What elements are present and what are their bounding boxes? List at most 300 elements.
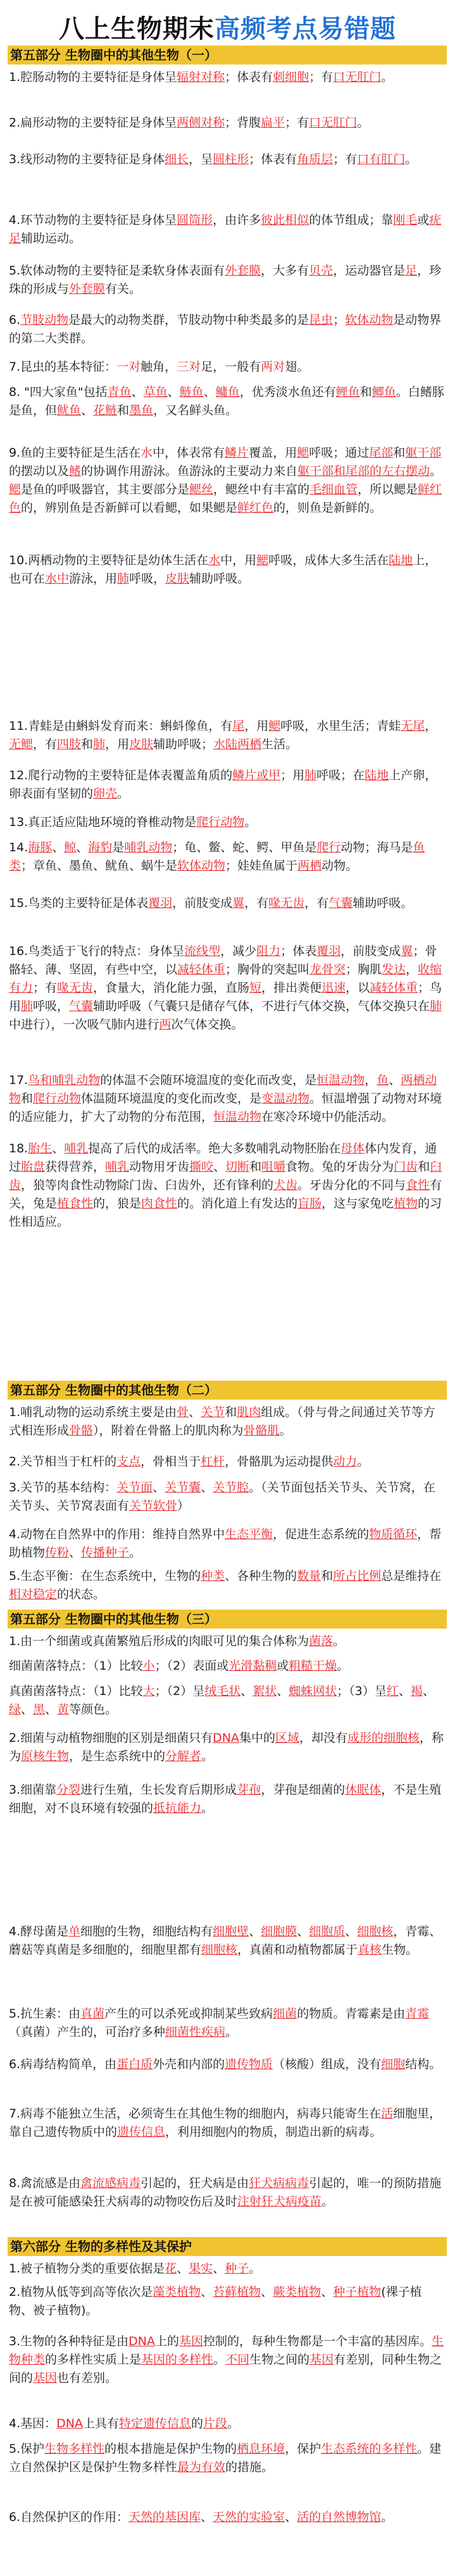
item-text: 和 (359, 385, 372, 399)
item-text: 14. (9, 841, 28, 854)
item-text: 辅助呼吸。 (352, 896, 413, 910)
highlight-term: 关节腔 (213, 1481, 249, 1494)
highlight-term: 青鱼 (107, 385, 132, 399)
highlight-term: 基因 (33, 2371, 58, 2385)
highlight-term: 疣足 (9, 213, 442, 245)
item-text: 、 (249, 1925, 261, 1938)
highlight-term: 阻力 (256, 944, 281, 958)
highlight-term: 鱿鱼 (57, 404, 82, 417)
highlight-term: 发达 (382, 963, 406, 977)
list-item (9, 151, 446, 169)
highlight-term: 喙无齿 (57, 981, 94, 995)
highlight-term: 贝壳 (309, 264, 333, 278)
item-text: ， (365, 1073, 377, 1087)
list-item (9, 813, 446, 832)
item-text: 、 (52, 1142, 65, 1156)
highlight-term: 休眠体 (345, 1783, 382, 1797)
item-text: 集中的 (239, 1731, 275, 1745)
item-text: 。 (381, 70, 394, 84)
item-text: 2.细菌与动植物细胞的区别是细菌只有 (9, 1731, 213, 1745)
highlight-term: 皮肤 (129, 737, 154, 751)
highlight-term: 海豹 (88, 841, 113, 854)
highlight-term: 所占比例 (333, 1569, 382, 1583)
item-text: 4.环节动物的主要特征是身体呈 (9, 213, 177, 227)
item-text: 、 (52, 841, 65, 854)
highlight-term: 门齿 (394, 1160, 418, 1174)
highlight-term: 抵抗能力 (153, 1801, 202, 1815)
highlight-term: 生物多样性 (44, 2442, 105, 2456)
highlight-term: 哺乳 (64, 1142, 89, 1156)
highlight-term: 翼 (232, 896, 245, 910)
item-text: 。 (337, 1659, 349, 1673)
list-item (9, 311, 446, 348)
item-text: 5.软体动物的主要特征是柔软身体表面有 (9, 264, 225, 278)
item-text: 。 (405, 152, 418, 166)
highlight-term: 分裂 (56, 1783, 81, 1797)
item-text: 12.爬行动物的主要特征是体表覆盖角质的 (9, 768, 233, 782)
item-text: 辅助运动。 (21, 231, 82, 245)
highlight-term: 生态系统的多样性 (321, 2442, 418, 2456)
item-text: 获得营养， (45, 1160, 106, 1174)
list-item (9, 68, 446, 87)
highlight-term: 流线型 (184, 944, 221, 958)
item-text: 呼吸， (129, 572, 166, 586)
item-text: 、 (297, 1925, 309, 1938)
list-item (9, 1923, 446, 1959)
highlight-term: DNA (128, 2334, 155, 2348)
item-text: 、 (321, 2285, 333, 2299)
item-text: 产生的可以杀死或抑制某些致病 (104, 2007, 273, 2021)
item-text: 呼吸， (33, 999, 70, 1013)
item-text: 或 (417, 213, 430, 227)
item-text: ，用 (105, 737, 130, 751)
highlight-term: 禽流感病毒 (80, 2176, 141, 2190)
highlight-term: 数量 (297, 1569, 321, 1583)
item-text: 有关，兔是 (9, 1178, 442, 1211)
item-text: 在寒冷环境中仍能活动。 (261, 1110, 394, 1124)
item-text: ），附着在骨骼上的肌肉称为 (93, 1424, 244, 1438)
item-text: 是 (112, 841, 125, 854)
item-text: 。 (430, 464, 442, 478)
item-text: 3.细菌靠 (9, 1783, 57, 1797)
highlight-term: 皮肤 (165, 572, 190, 586)
highlight-term: 恒温动物 (316, 1073, 365, 1087)
item-text: ，真菌和动植物都属于 (237, 1943, 358, 1957)
item-text: 1.由一个细菌或真菌繁殖后形成的肉眼可见的集合体称为 (9, 1634, 309, 1648)
item-text: ，运动器官是 (333, 264, 406, 278)
highlight-term: 关节面 (116, 1481, 153, 1494)
list-item (9, 1403, 446, 1440)
item-text: ；体表有 (225, 70, 273, 84)
highlight-term: 最为有效 (177, 2460, 226, 2474)
highlight-term: 骨骼 (69, 1424, 94, 1438)
item-text: (裸子植物、被子植物)。 (9, 2285, 422, 2317)
item-text: 的。消化道上有发达的 (177, 1197, 298, 1211)
item-text: 呼吸；在 (316, 768, 365, 782)
highlight-term: 盲肠 (297, 1197, 322, 1211)
item-text: ；娃娃鱼属于 (225, 859, 298, 873)
highlight-term: 鳃 (9, 483, 22, 496)
highlight-term: 软体动物 (345, 313, 394, 327)
highlight-term: 遗传信息 (117, 2125, 166, 2139)
item-text: 。白鳍豚是鱼，但 (9, 385, 444, 417)
item-text: ；章鱼、墨鱼、鱿鱼、蜗牛是 (21, 859, 178, 873)
item-text: ） (177, 1499, 190, 1513)
item-text: 7.病毒不能独立生活，必须寄生在其他生物的细胞内，病毒只能寄生在 (9, 2107, 382, 2121)
item-text: ；有 (285, 116, 309, 130)
item-text: 。 (213, 2353, 226, 2367)
highlight-term: 无尾 (401, 719, 425, 733)
item-text: 的习性相适应。 (9, 1197, 442, 1229)
highlight-term: 外套膜 (225, 264, 261, 278)
highlight-term: 芽孢 (237, 1783, 261, 1797)
item-text: 细胞的生物，细胞结构有 (80, 1925, 213, 1938)
list-item (9, 1781, 446, 1818)
highlight-term: 减轻体重 (177, 963, 226, 977)
list-item (9, 894, 446, 913)
list-item (9, 1479, 446, 1515)
item-text: ；背腹 (225, 116, 261, 130)
highlight-term: 鳃 (297, 446, 309, 460)
item-text: 的协调作用游泳。鱼游泳的主要动力来自 (81, 464, 298, 478)
highlight-term: 鲤鱼 (335, 385, 360, 399)
highlight-term: 爬行动物 (196, 815, 245, 829)
item-text: 、 (81, 404, 94, 417)
item-text: ；（3）呈 (337, 1684, 387, 1698)
item-text: 和 (117, 404, 130, 417)
item-text: 和 (393, 446, 406, 460)
item-text: （核酸）组成，没有 (273, 2057, 382, 2071)
item-text: 外壳和内部的 (153, 2057, 225, 2071)
item-text: 控制的，每种生物都是一个丰富的基因库。 (203, 2334, 432, 2348)
item-text: 翅。 (285, 360, 309, 374)
item-text: 细胞里，靠自己遗传物质中的 (9, 2107, 442, 2139)
item-text: 。牙齿分化的不同与 (297, 1178, 406, 1192)
title-part-1: 八上生物期末 (59, 15, 215, 44)
highlight-term: 口无肛门 (309, 116, 358, 130)
item-text: 5.保护 (9, 2442, 45, 2456)
highlight-term: 关节软骨 (129, 1499, 178, 1513)
item-text: ；胸肌 (346, 963, 382, 977)
highlight-term: 足 (405, 264, 418, 278)
item-text: 。 (244, 815, 257, 829)
highlight-term: 气囊 (69, 999, 94, 1013)
list-item (9, 383, 446, 420)
item-text: 、 (201, 2285, 213, 2299)
item-text: 的多样性实质上是 (45, 2353, 142, 2367)
highlight-term: 臼齿 (9, 1160, 442, 1192)
list-item (9, 444, 446, 517)
item-text: 、 (189, 1405, 201, 1419)
highlight-term: 收缩有力 (9, 963, 442, 995)
highlight-term: 天然的实验室 (213, 2510, 285, 2524)
highlight-term: 肺 (430, 999, 442, 1013)
item-text: 1.被子植物分类的重要依据是 (9, 2262, 165, 2276)
item-text: 、 (76, 841, 89, 854)
item-text: 触角， (140, 360, 177, 374)
highlight-term: 草鱼 (143, 385, 168, 399)
item-text: 、各种生物的 (225, 1569, 297, 1583)
item-text: 的，辨别鱼是否新鲜可以看鳃，如果鳃是 (21, 501, 238, 515)
item-text: 生物之间的 (249, 2353, 310, 2367)
item-text: ，鳃丝中有丰富的 (213, 483, 310, 496)
item-text: 。（关节面包括关节头、关节窝，在关节头、关节窝表面有 (9, 1481, 435, 1513)
item-text: ，促进生态系统的 (273, 1527, 370, 1541)
highlight-term: 絮状 (252, 1684, 277, 1698)
item-text: （真菌）产生的，可治疗多种 (9, 2025, 166, 2039)
highlight-term: 天然的基因库 (128, 2510, 201, 2524)
item-text: 是鱼的呼吸器官，其主要部分是 (21, 483, 190, 496)
item-text: 7.昆虫的基本特征： (9, 360, 117, 374)
highlight-term: 生态平衡 (225, 1527, 273, 1541)
item-text: 和 (21, 1092, 34, 1106)
highlight-term: 龙骨突 (309, 963, 346, 977)
item-text: 和 (81, 737, 94, 751)
highlight-term: 绿 (9, 1703, 22, 1716)
item-text: 和 (321, 1569, 333, 1583)
highlight-term: 母体 (340, 1142, 365, 1156)
highlight-term: 墨鱼 (129, 404, 154, 417)
item-text: 、 (422, 1684, 435, 1698)
item-text: ，这与家兔吃 (321, 1197, 394, 1211)
item-text: 细菌菌落特点：（1）比较 (9, 1659, 143, 1673)
highlight-term: 青霉 (405, 2007, 430, 2021)
item-text: ，又名鲜头鱼。 (153, 404, 238, 417)
item-text: 的 (191, 2417, 204, 2431)
list-item (9, 1729, 446, 1766)
highlight-term: 短 (249, 981, 262, 995)
list-item (9, 839, 446, 875)
highlight-term: 气囊 (328, 896, 353, 910)
item-text: 、 (277, 1684, 289, 1698)
item-text: 。 (279, 1424, 292, 1438)
item-text: 动物用牙齿 (129, 1160, 190, 1174)
item-text: 体内发育，通过 (9, 1142, 437, 1174)
list-item (9, 552, 446, 588)
item-text: 上的 (154, 2334, 179, 2348)
item-text: 。建立自然保护区是保护生物多样性 (9, 2442, 442, 2474)
highlight-term: 肺 (117, 572, 130, 586)
item-text: ，利用细胞内的物质，制造出新的病毒。 (165, 2125, 382, 2139)
item-text: 。恒温增强了动物对环境的适应能力，扩大了动物的分布范围， (9, 1092, 442, 1124)
item-text: 也有差别。 (57, 2371, 118, 2385)
item-text: ，不是生殖细胞，对不良环境有较强的 (9, 1783, 442, 1815)
item-text: 2.植物从低等到高等依次是 (9, 2285, 153, 2299)
highlight-term: 水 (208, 553, 221, 567)
item-text: 1.腔肠动物的主要特征是身体呈 (9, 70, 177, 84)
highlight-term: 咀嚼 (261, 1160, 286, 1174)
item-text: 。 (321, 2195, 334, 2209)
item-text: 、 (240, 1684, 253, 1698)
highlight-term: 撕咬 (189, 1160, 214, 1174)
item-text: 生物。 (382, 1943, 418, 1957)
highlight-term: 食性 (406, 1178, 430, 1192)
item-text: 、 (261, 2285, 273, 2299)
item-text: 4.基因： (9, 2417, 57, 2431)
list-item (9, 1453, 446, 1471)
highlight-term: 鲜红色 (9, 483, 442, 515)
item-text: 。 (129, 1546, 142, 1560)
highlight-term: 口有肛门 (357, 152, 406, 166)
item-text: 5.抗生素：由 (9, 2007, 81, 2021)
item-text: 结构。 (405, 2057, 442, 2071)
item-text: 呼吸；通过 (309, 446, 370, 460)
item-text: 、 (201, 1481, 213, 1494)
highlight-term: 真菌 (80, 2007, 105, 2021)
highlight-term: 红 (386, 1684, 399, 1698)
highlight-term: 生物种类 (9, 2334, 444, 2367)
item-text: 总是维持在 (381, 1569, 442, 1583)
list-item (9, 1525, 446, 1562)
highlight-term: 鳞片 (225, 446, 249, 460)
highlight-term: 蕨类植物 (273, 2285, 321, 2299)
highlight-term: 圆柱形 (213, 152, 249, 166)
item-text: ，芽孢是细菌的 (261, 1783, 346, 1797)
list-item (9, 1140, 446, 1231)
highlight-term: 切断 (225, 1160, 250, 1174)
item-text: 是最大的动物类群，节肢动物中种类最多的是 (68, 313, 309, 327)
item-text: 的，则鱼是新鲜的。 (273, 501, 382, 515)
item-text: ，排出粪便 (261, 981, 322, 995)
list-item (9, 1071, 446, 1126)
section-banner: 第五部分 生物圈中的其他生物（三） (8, 1610, 447, 1629)
item-text: 4.酵母菌是 (9, 1925, 69, 1938)
highlight-term: 特定遗传信息 (119, 2417, 192, 2431)
section-banner: 第五部分 生物圈中的其他生物（一） (8, 46, 447, 65)
item-text: 呼吸，成体大多生活在 (268, 553, 389, 567)
highlight-term: DNA (56, 2417, 83, 2431)
item-text: 、 (345, 1925, 358, 1938)
list-item (9, 717, 446, 754)
highlight-term: 真核 (358, 1943, 382, 1957)
highlight-term: 相对稳定 (9, 1587, 58, 1601)
highlight-term: 外套膜 (69, 282, 106, 296)
highlight-term: 昆虫 (309, 313, 333, 327)
highlight-term: 黑 (33, 1703, 46, 1716)
item-text: 动物；海马是 (340, 841, 413, 854)
list-item (9, 1567, 446, 1604)
highlight-term: 藻类植物 (153, 2285, 201, 2299)
item-text: 2.关节相当于杠杆的 (9, 1455, 117, 1469)
highlight-term: 无鳃 (9, 737, 34, 751)
item-text: 和 (249, 1160, 262, 1174)
item-text: 。 (381, 2510, 394, 2524)
item-text: 。 (201, 1749, 214, 1763)
highlight-term: 细长 (165, 152, 189, 166)
highlight-term: 鳍 (69, 464, 82, 478)
item-text: ，骨骼肌为运动提供 (225, 1455, 333, 1469)
item-text: ，有 (33, 737, 58, 751)
highlight-term: 扁平 (261, 116, 285, 130)
highlight-term: 大 (142, 1684, 155, 1698)
list-item (9, 942, 446, 1034)
highlight-term: 肌肉 (237, 1405, 261, 1419)
highlight-term: 苔藓植物 (213, 2285, 261, 2299)
highlight-term: 鸟和哺乳动物 (28, 1073, 101, 1087)
highlight-term: 黄 (57, 1703, 70, 1716)
item-text: 体温随环境温度的变化而改变，是 (81, 1092, 262, 1106)
highlight-term: 圆筒形 (177, 213, 213, 227)
highlight-term: 片段 (203, 2417, 228, 2431)
item-text: ， (425, 719, 437, 733)
highlight-term: 鳞片或甲 (232, 768, 281, 782)
highlight-term: 鱼 (377, 1073, 389, 1087)
highlight-term: 恒温动物 (213, 1110, 262, 1124)
item-text: 、 (398, 1684, 411, 1698)
item-text: 辅助呼吸。 (189, 572, 250, 586)
highlight-term: 物质循环 (369, 1527, 418, 1541)
item-text: ，减少 (220, 944, 257, 958)
list-item (9, 358, 446, 376)
item-text: 的摆动以及 (9, 464, 70, 478)
highlight-term: 刺细胞 (273, 70, 309, 84)
item-text: 游泳，用 (69, 572, 118, 586)
item-text: ，称为 (9, 1731, 444, 1763)
item-text: 进行生殖，生长发育后期形成 (80, 1783, 237, 1797)
highlight-term: 胎盘 (21, 1160, 46, 1174)
item-text: ，保护 (285, 2442, 321, 2456)
item-text: 提高了后代的成活率。绝大多数哺乳动物胚胎在 (88, 1142, 341, 1156)
item-text: 覆盖，用 (249, 446, 297, 460)
highlight-term: 小 (142, 1659, 155, 1673)
item-text: 是动物界的第二大类群。 (9, 313, 442, 345)
highlight-term: 植食性 (57, 1197, 94, 1211)
list-item (9, 2283, 446, 2320)
item-text: ，却没有 (299, 1731, 348, 1745)
item-text: 17. (9, 1073, 28, 1087)
highlight-term: 哺乳 (105, 1160, 130, 1174)
item-text: ；体表有 (249, 152, 297, 166)
highlight-term: 覆羽 (148, 896, 173, 910)
highlight-term: 动力 (333, 1455, 358, 1469)
highlight-term: 传粉 (45, 1546, 70, 1560)
highlight-term: 骨骼肌 (243, 1424, 280, 1438)
item-text: 11.青蛙是由蝌蚪发育而来：蝌蚪像鱼，有 (9, 719, 233, 733)
highlight-term: 褐 (410, 1684, 423, 1698)
item-text: 。 (333, 1634, 346, 1648)
list-item (9, 1632, 446, 1651)
item-text: 、 (153, 1481, 165, 1494)
item-text: 、 (285, 2510, 297, 2524)
highlight-term: 两对 (261, 360, 285, 374)
item-text: ，前肢变成 (172, 896, 233, 910)
item-text: 食物。兔的牙齿分为 (285, 1160, 394, 1174)
item-text: ；有 (309, 70, 333, 84)
item-text: 和 (225, 1405, 237, 1419)
title-part-2: 高频考点易错题 (215, 15, 396, 44)
item-text: ，有 (304, 896, 329, 910)
item-text: 呼吸，水里生活；青蛙 (280, 719, 401, 733)
item-text: 、 (167, 385, 180, 399)
item-text: ，食量大，消化能力强，直肠 (93, 981, 250, 995)
highlight-term: 鲢鱼 (179, 385, 204, 399)
highlight-term: 躯干部和尾部的左右摆动 (297, 464, 430, 478)
item-text: 、 (21, 1703, 34, 1716)
highlight-term: 翼 (401, 944, 413, 958)
item-text: 。 (201, 1801, 214, 1815)
highlight-term: 细胞核 (357, 1925, 394, 1938)
item-text: 中，用 (220, 553, 257, 567)
highlight-term: 分解者 (165, 1749, 202, 1763)
highlight-term: 果实 (189, 2262, 213, 2276)
item-text: 、 (201, 2510, 213, 2524)
highlight-term: 胎生 (28, 1142, 53, 1156)
item-text: ，呈 (189, 152, 213, 166)
highlight-term: 传播种子 (81, 1546, 130, 1560)
highlight-term: 注射狂犬病疫苗 (237, 2195, 322, 2209)
highlight-term: 花 (165, 2262, 177, 2276)
item-text: 3.生物的各种特征是由 (9, 2334, 129, 2348)
